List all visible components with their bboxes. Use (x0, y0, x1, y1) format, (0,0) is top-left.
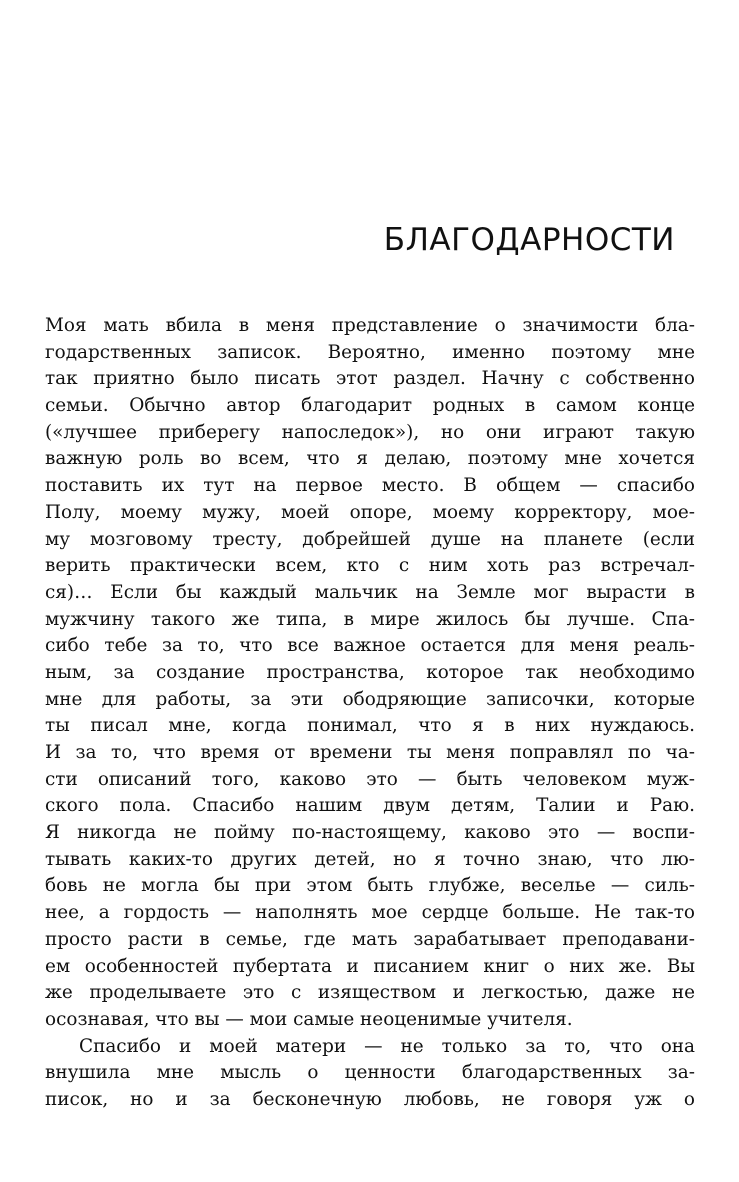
text-line: И за то, что время от времени ты меня поправлял по ча- (45, 742, 695, 763)
text-line: бовь не могла бы при этом быть глубже, веселье — силь- (45, 875, 695, 897)
text-line: сти описаний того, каково это — быть человеком муж- (45, 768, 695, 790)
text-line: Полу, моему мужу, моей опоре, моему корректору, мое- (45, 501, 695, 523)
text-line: верить практически всем, кто с ним хоть раз встречал- (45, 555, 695, 577)
text-line: ся)… Если бы каждый мальчик на Земле мог вырасти в (45, 581, 695, 603)
text-line: сибо тебе за то, что все важное остается для меня реаль- (45, 635, 695, 657)
text-line: ского пола. Спасибо нашим двум детям, Талии и Раю. (45, 795, 695, 817)
text-line: Я никогда не пойму по-настоящему, каково это — воспи- (45, 822, 695, 844)
text-line: мне для работы, за эти ободряющие записочки, которые (45, 688, 695, 710)
text-line: поставить их тут на первое место. В общем — спасибо (45, 475, 695, 497)
text-line: ты писал мне, когда понимал, что я в них нуждаюсь. (45, 715, 695, 737)
text-line: внушила мне мысль о ценности благодарственных за- (45, 1062, 695, 1084)
text-line: писок, но и за бесконечную любовь, не говоря уж о (45, 1088, 695, 1110)
chapter-title: БЛАГОДАРНОСТИ (383, 222, 675, 258)
text-line: тывать каких-то других детей, но я точно знаю, что лю- (45, 848, 695, 870)
paragraph-end-line: осознавая, что вы — мои самые неоценимые учителя. (45, 1008, 573, 1030)
text-line: так приятно было писать этот раздел. Начну с собственно (45, 368, 695, 390)
text-line: годарственных записок. Вероятно, именно поэтому мне (45, 341, 695, 363)
text-line: («лучшее приберегу напоследок»), но они играют такую (45, 421, 695, 443)
text-line: му мозговому тресту, добрейшей душе на планете (если (45, 528, 695, 550)
paragraph-start-line: Спасибо и моей матери — не только за то, что она (79, 1035, 695, 1057)
text-line: нее, а гордость — наполнять мое сердце больше. Не так-то (45, 902, 695, 924)
text-line: ем особенностей пубертата и писанием книг о них же. Вы (45, 955, 695, 977)
body-text (45, 313, 695, 1114)
text-line: мужчину такого же типа, в мире жилось бы лучше. Спа- (45, 608, 695, 630)
text-line: семьи. Обычно автор благодарит родных в самом конце (45, 395, 695, 417)
text-line: Моя мать вбила в меня представление о значимости бла- (45, 315, 695, 336)
text-line: просто расти в семье, где мать зарабатывает преподавани- (45, 928, 695, 950)
text-line: же проделываете это с изяществом и легкостью, даже не (45, 982, 695, 1004)
text-line: ным, за создание пространства, которое так необходимо (45, 661, 695, 683)
text-line: важную роль во всем, что я делаю, поэтому мне хочется (45, 448, 695, 470)
